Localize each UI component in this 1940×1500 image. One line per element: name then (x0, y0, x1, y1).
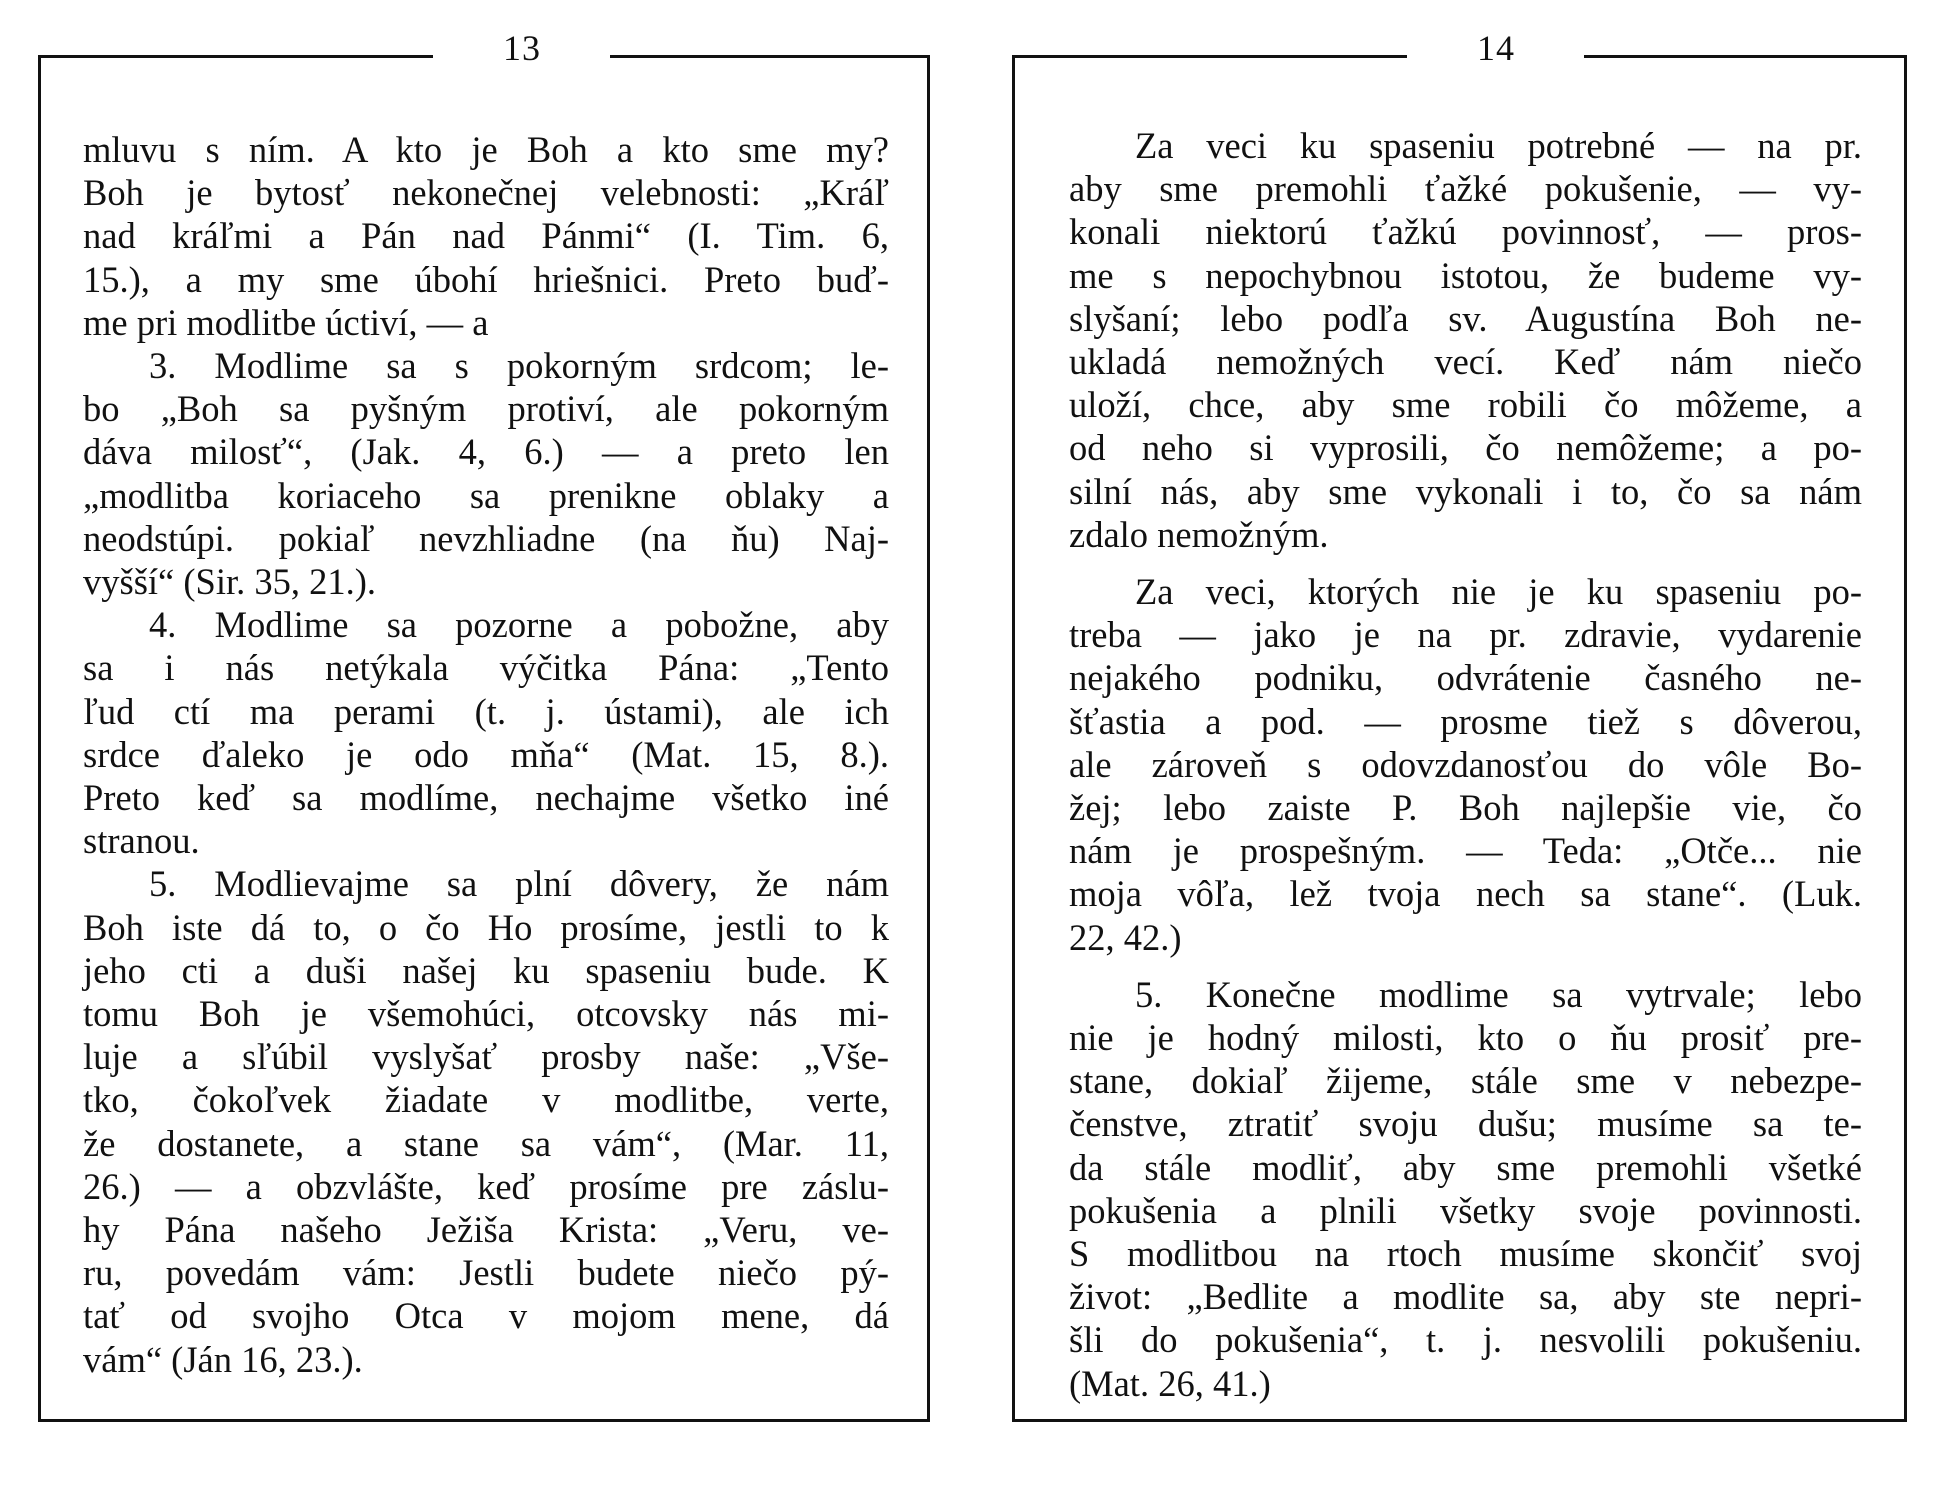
page-body (83, 128, 889, 1381)
text-line: Boh je bytosť nekonečnej velebnosti: „Kráľ (83, 172, 889, 214)
text-line: „modlitba koriaceho sa prenikne oblaky a (83, 474, 889, 516)
text-line: Boh iste dá to, o čo Ho prosíme, jestli to k (83, 906, 889, 948)
left-page (38, 28, 930, 1422)
text-line: bo „Boh sa pyšným protiví, ale pokorným (83, 388, 889, 430)
text-line: 15.), a my sme úbohí hriešnici. Preto buď- (83, 258, 889, 300)
text-line: zdalo nemožným. (1069, 513, 1329, 555)
text-line: nejakého podniku, odvrátenie časného ne- (1069, 657, 1862, 699)
text-line: 3. Modlime sa s pokorným srdcom; le- (149, 345, 889, 387)
header-rule (38, 55, 433, 58)
text-line: ľud ctí ma perami (t. j. ústami), ale ich (83, 690, 889, 732)
header-rule (610, 55, 930, 58)
text-line: 26.) — a obzvlášte, keď prosíme pre záslu- (83, 1165, 889, 1207)
text-line: S modlitbou na rtoch musíme skončiť svoj (1069, 1233, 1862, 1275)
text-line: tko, čokoľvek žiadate v modlitbe, verte, (83, 1079, 889, 1121)
text-line: ale zároveň s odovzdanosťou do vôle Bo- (1069, 743, 1862, 785)
text-line: moja vôľa, lež tvoja nech sa stane“. (Luk. (1069, 873, 1862, 915)
text-line: uloží, chce, aby sme robili čo môžeme, a (1069, 384, 1862, 426)
text-line: nie je hodný milosti, kto o ňu prosiť pre- (1069, 1017, 1862, 1059)
text-line: žej; lebo zaiste P. Boh najlepšie vie, čo (1069, 787, 1862, 829)
page-number: 13 (503, 28, 541, 68)
text-line: 5. Konečne modlime sa vytrvale; lebo (1135, 973, 1862, 1015)
text-line: 22, 42.) (1069, 916, 1182, 958)
page-header (1012, 28, 1907, 71)
text-line: stranou. (83, 820, 200, 862)
text-line: dáva milosť“, (Jak. 4, 6.) — a preto len (83, 431, 889, 473)
page-number: 14 (1477, 28, 1515, 68)
text-line: že dostanete, a stane sa vám“, (Mar. 11, (83, 1122, 889, 1164)
text-line: vám“ (Ján 16, 23.). (83, 1338, 363, 1380)
text-line: 4. Modlime sa pozorne a pobožne, aby (149, 604, 889, 646)
text-line: 5. Modlievajme sa plní dôvery, že nám (149, 863, 889, 905)
header-rule (1584, 55, 1907, 58)
text-line: (Mat. 26, 41.) (1069, 1362, 1271, 1404)
text-line: šli do pokušenia“, t. j. nesvolili pokušeniu. (1069, 1319, 1862, 1361)
right-page (1012, 28, 1907, 1422)
header-rule (1012, 55, 1407, 58)
text-line: da stále modliť, aby sme premohli všetké (1069, 1146, 1862, 1188)
text-line: Preto keď sa modlíme, nechajme všetko iné (83, 777, 889, 819)
text-line: sa i nás netýkala výčitka Pána: „Tento (83, 647, 889, 689)
text-line: čenstve, ztratiť svoju dušu; musíme sa te- (1069, 1103, 1862, 1145)
page-header (38, 28, 930, 71)
text-line: jeho cti a duši našej ku spaseniu bude. K (83, 949, 889, 991)
text-line: Za veci, ktorých nie je ku spaseniu po- (1135, 571, 1862, 613)
text-line: silní nás, aby sme vykonali i to, čo sa nám (1069, 470, 1862, 512)
text-line: šťastia a pod. — prosme tiež s dôverou, (1069, 700, 1862, 742)
text-line: srdce ďaleko je odo mňa“ (Mat. 15, 8.). (83, 733, 889, 775)
text-line: me pri modlitbe úctiví, — a (83, 301, 489, 343)
text-line: luje a sľúbil vyslyšať prosby naše: „Vše- (83, 1036, 889, 1078)
text-line: pokušenia a plnili všetky svoje povinnosti. (1069, 1189, 1862, 1231)
text-line: život: „Bedlite a modlite sa, aby ste nepri- (1069, 1276, 1862, 1318)
text-line: nám je prospešným. — Teda: „Otče... nie (1069, 830, 1862, 872)
text-line: neodstúpi. pokiaľ nevzhliadne (na ňu) Naj- (83, 517, 889, 559)
text-line: tomu Boh je všemohúci, otcovsky nás mi- (83, 993, 889, 1035)
text-line: konali niektorú ťažkú povinnosť, — pros- (1069, 211, 1862, 253)
text-line: ukladá nemožných vecí. Keď nám niečo (1069, 341, 1862, 383)
text-line: tať od svojho Otca v mojom mene, dá (83, 1295, 889, 1337)
text-line: ru, povedám vám: Jestli budete niečo pý- (83, 1252, 889, 1294)
page-body (1069, 124, 1862, 1405)
text-line: vyšší“ (Sir. 35, 21.). (83, 561, 377, 603)
text-line: nad kráľmi a Pán nad Pánmi“ (I. Tim. 6, (83, 215, 889, 257)
text-line: Za veci ku spaseniu potrebné — na pr. (1135, 125, 1862, 166)
text-line: me s nepochybnou istotou, že budeme vy- (1069, 254, 1862, 296)
text-line: mluvu s ním. A kto je Boh a kto sme my? (83, 129, 889, 170)
text-line: stane, dokiaľ žijeme, stále sme v nebezpe- (1069, 1060, 1862, 1102)
text-line: od neho si vyprosili, čo nemôžeme; a po- (1069, 427, 1862, 469)
text-line: treba — jako je na pr. zdravie, vydarenie (1069, 614, 1862, 656)
text-line: slyšaní; lebo podľa sv. Augustína Boh ne- (1069, 297, 1862, 339)
text-line: hy Pána našeho Ježiša Krista: „Veru, ve- (83, 1209, 889, 1251)
text-line: aby sme premohli ťažké pokušenie, — vy- (1069, 168, 1862, 210)
